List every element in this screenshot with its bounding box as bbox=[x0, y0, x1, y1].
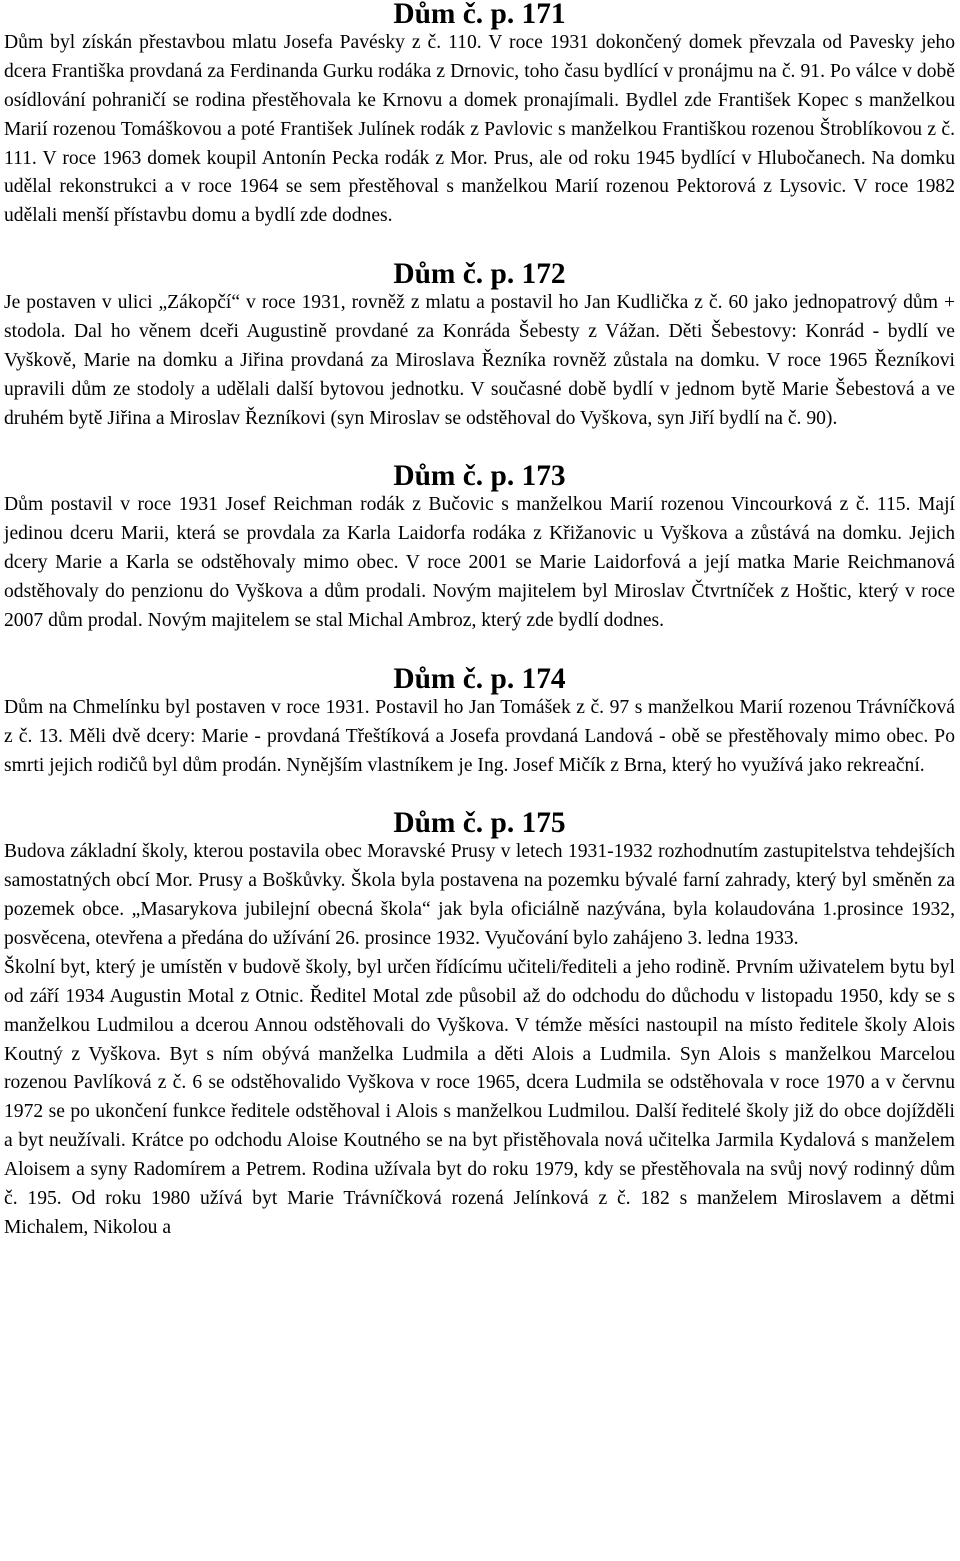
house-174-heading: Dům č. p. 174 bbox=[393, 662, 566, 695]
house-175-text-2: Školní byt, který je umístěn v budově školy, byl určen řídícímu učiteli/řediteli a jeho rodině. Prvním uživatelem bytu byl od září 1934 Augustin Motal z Otnic. Ředitel Motal zde působil až do odchodu do důchodu v listopadu 1950, kdy se s manželkou Ludmilou a dcerou Annou odstěhovali do Vyškova. V témže měsíci nastoupil na místo ředitele školy Alois Koutný z Vyškova. Byt s ním obývá manželka Ludmila a děti Alois a Ludmila. Syn Alois s manželkou Marcelou rozenou Pavlíková z č. 6 se odstěhovalido Vyškova v roce 1965, dcera Ludmila se odstěhovala v roce 1970 a v červnu 1972 se po ukončení funkce ředitele odstěhoval i Alois s manželkou Ludmilou. Další ředitelé školy již do obce dojížděli a byt neužívali. Krátce po odchodu Aloise Koutného se na byt přistěhovala nová učitelka Jarmila Kydalová s manželem Aloisem a syny Radomírem a Petrem. Rodina užívala byt do roku 1979, kdy se přestěhovala na svůj nový rodinný dům č. 195. Od roku 1980 užívá byt Marie Trávníčková rozená Jelínková z č. 182 s manželem Miroslavem a dětmi Michalem, Nikolou a bbox=[4, 956, 955, 1238]
house-173-section bbox=[4, 462, 955, 635]
house-173-text: Dům postavil v roce 1931 Josef Reichman rodák z Bučovic s manželkou Marií rozenou Vincourková z č. 115. Mají jedinou dceru Marii, která se provdala za Karla Laidorfa rodáka z Křižanovic u Vyškova a zůstává na domku. Jejich dcery Marie a Karla se odstěhovaly mimo obec. V roce 2001 se Marie Laidorfová a její matka Marie Reichmanová odstěhovaly do penzionu do Vyškova a dům prodali. Novým majitelem byl Miroslav Čtvrtníček z Hoštic, který v roce 2007 dům prodal. Novým majitelem se stal Michal Ambroz, který zde bydlí dodnes. bbox=[4, 494, 955, 631]
document-page bbox=[4, 0, 955, 1243]
house-175-text-1: Budova základní školy, kterou postavila obec Moravské Prusy v letech 1931-1932 rozhodnutím zastupitelstva tehdejších samostatných obcí Mor. Prusy a Boškůvky. Škola byla postavena na pozemku bývalé farní zahrady, který byl směněn za pozemek obce. „Masarykova jubilejní obecná škola“ jak byla oficiálně nazývána, byla kolaudována 1.prosince 1932, posvěcena, otevřena a předána do užívání 26. prosince 1932. Vyučování bylo zahájeno 3. ledna 1933. bbox=[4, 841, 955, 949]
house-175-section bbox=[4, 809, 955, 1243]
section-spacer bbox=[4, 434, 955, 463]
section-spacer bbox=[4, 780, 955, 809]
house-173-heading: Dům č. p. 173 bbox=[393, 460, 566, 493]
house-171-heading: Dům č. p. 171 bbox=[393, 0, 566, 30]
house-171-text: Dům byl získán přestavbou mlatu Josefa Pavésky z č. 110. V roce 1931 dokončený domek převzala od Pavesky jeho dcera Františka provdaná za Ferdinanda Gurku rodáka z Drnovic, toho času bydlící v pronájmu na č. 91. Po válce v době osídlování pohraničí se rodina přestěhovala ke Krnovu a domek pronajímali. Bydlel zde František Kopec s manželkou Marií rozenou Tomáškovou a poté František Julínek rodák z Pavlovic s manželkou Františkou rozenou Štroblíkovou z č. 111. V roce 1963 domek koupil Antonín Pecka rodák z Mor. Prus, ale od roku 1945 bydlící v Hlubočanech. Na domku udělal rekonstrukci a v roce 1964 se sem přestěhoval s manželkou Marií rozenou Pektorová z Lysovic. V roce 1982 udělali menší přístavbu domu a bydlí zde dodnes. bbox=[4, 31, 955, 227]
house-172-text: Je postaven v ulici „Zákopčí“ v roce 1931, rovněž z mlatu a postavil ho Jan Kudlička z č. 60 jako jednopatrový dům + stodola. Dal ho věnem dceři Augustině provdané za Konráda Šebesty z Vážan. Děti Šebestovy: Konrád - bydlí ve Vyškově, Marie na domku a Jiřina provdaná za Miroslava Řezníka rovněž zůstala na domku. V roce 1965 Řezníkovi upravili dům ze stodoly a udělali další bytovou jednotku. V současné době bydlí v jednom bytě Marie Šebestová a ve druhém bytě Jiřina a Miroslav Řezníkovi (syn Miroslav se odstěhoval do Vyškova, syn Jiří bydlí na č. 90). bbox=[4, 292, 955, 429]
section-spacer bbox=[4, 231, 955, 260]
house-174-section bbox=[4, 662, 955, 781]
house-175-heading: Dům č. p. 175 bbox=[393, 807, 566, 840]
house-172-section bbox=[4, 260, 955, 433]
section-spacer bbox=[4, 636, 955, 665]
house-172-heading: Dům č. p. 172 bbox=[393, 258, 566, 291]
house-174-text: Dům na Chmelínku byl postaven v roce 1931. Postavil ho Jan Tomášek z č. 97 s manželkou Marií rozenou Trávníčková z č. 13. Měli dvě dcery: Marie - provdaná Třeštíková a Josefa provdaná Landová - obě se přestěhovaly mimo obec. Po smrti jejich rodičů byl dům prodán. Nynějším vlastníkem je Ing. Josef Mičík z Brna, který ho využívá jako rekreační. bbox=[4, 696, 955, 776]
house-171-section bbox=[4, 0, 955, 231]
